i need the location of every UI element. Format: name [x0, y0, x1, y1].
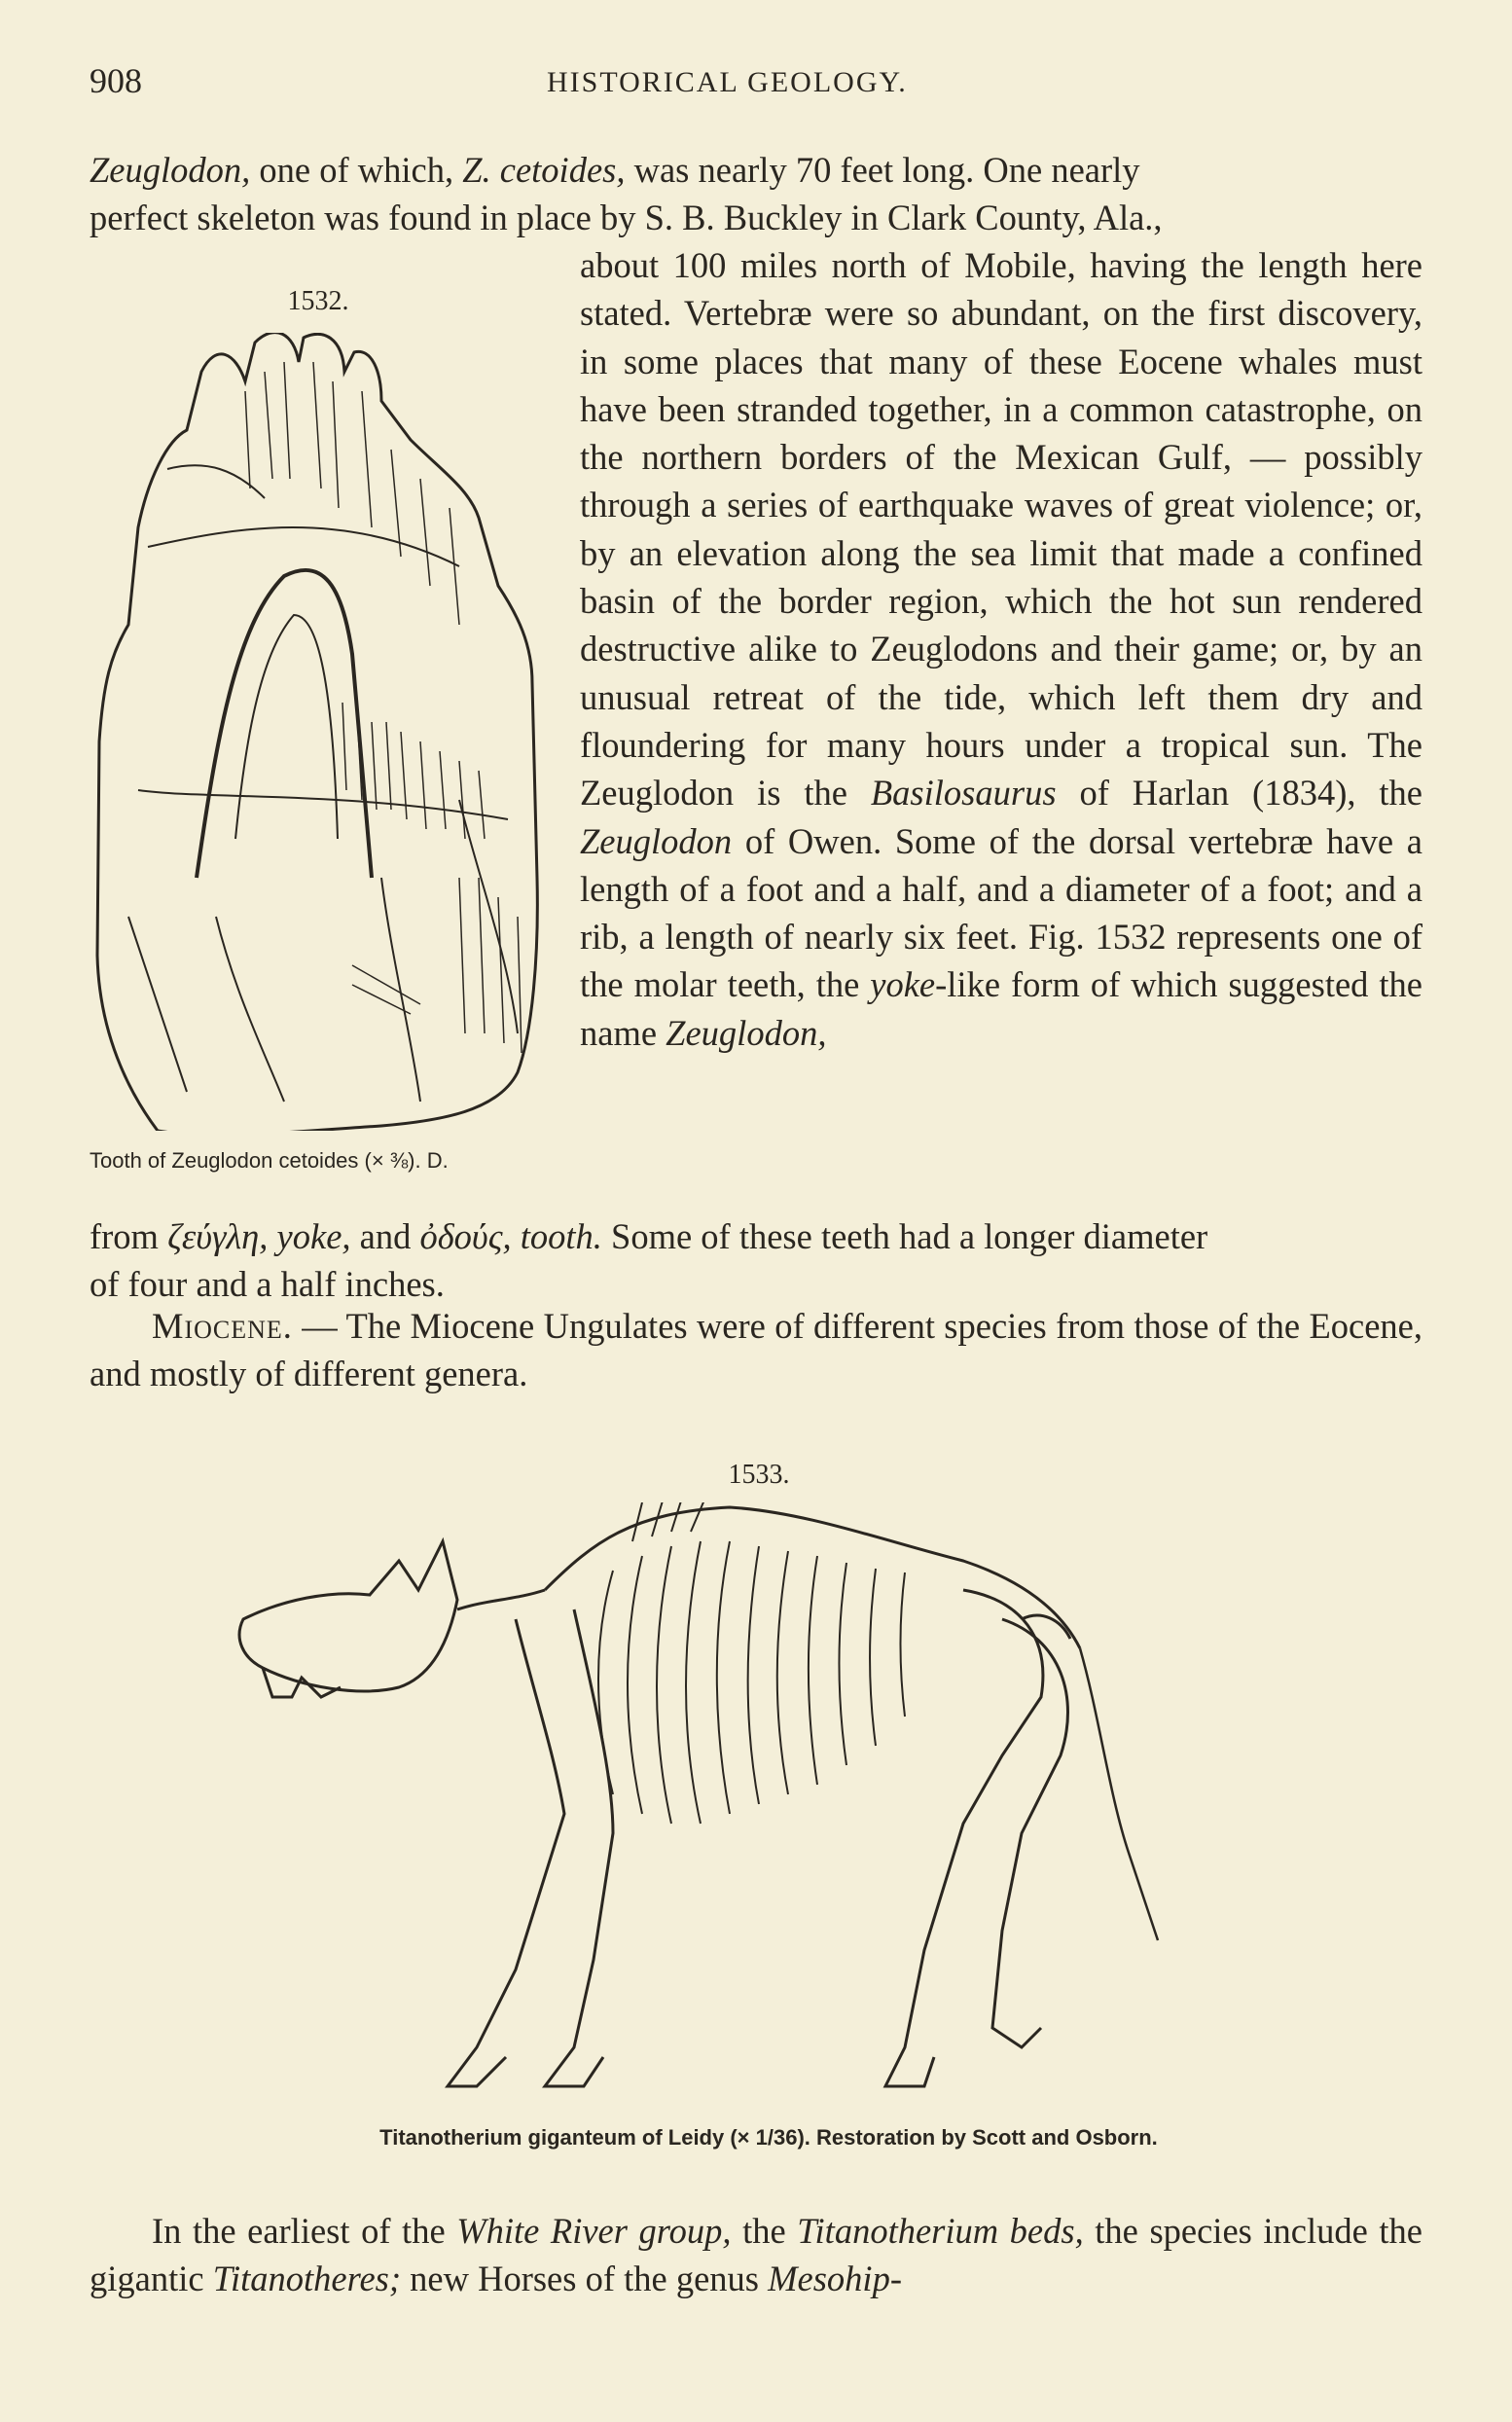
paragraph-miocene: Miocene. — The Miocene Ungulates were of different species from those of the Eocene, and mostly of different genera.	[90, 1306, 1422, 1394]
figure-1533-skeleton	[224, 1456, 1294, 2166]
figure-caption: Tooth of Zeuglodon cetoides (× ⅜). D.	[90, 1148, 449, 1173]
page-header	[90, 60, 1422, 109]
text-line: perfect skeleton was found in place by S. B. Buckley in Clark County, Ala.,	[90, 198, 1163, 237]
text-line: Zeuglodon, one of which, Z. cetoides, was nearly 70 feet long. One nearly	[90, 150, 1140, 190]
running-head: HISTORICAL GEOLOGY.	[547, 66, 908, 98]
titanotherium-skeleton-illustration	[224, 1502, 1294, 2115]
tooth-illustration	[90, 333, 547, 1131]
paragraph-white-river: In the earliest of the White River group, the Titanotherium beds, the species include the gigantic Titanotheres; new Horses of the genus Mesohip-	[90, 2211, 1422, 2299]
figure-number: 1533.	[728, 1460, 790, 1490]
text-line: of four and a half inches.	[90, 1264, 445, 1304]
page-number: 908	[90, 61, 142, 100]
figure-1532-tooth	[90, 282, 547, 1197]
section-heading: Miocene.	[152, 1306, 293, 1346]
text-wrap-beside-figure: about 100 miles north of Mobile, having the length here stated. Vertebræ were so abundant, on the first discovery, in some places that many of these Eocene whales must have been stranded together, in a common catastrophe, on the northern borders of the Mexican Gulf, — possibly through a series of earthquake waves of great violence; or, by an elevation along the sea limit that made a confined basin of the border region, which the hot sun rendered destructive alike to Zeuglodons and their game; or, by an unusual retreat of the tide, which left them dry and floundering for many hours under a tropical sun. The Zeuglodon is the Basilosaurus of Harlan (1834), the Zeuglodon of Owen. Some of the dorsal vertebræ have a length of a foot and a half, and a diameter of a foot; and a rib, a length of nearly six feet. Fig. 1532 represents one of the molar teeth, the yoke-like form of which suggested the name Zeuglodon,	[580, 245, 1422, 1053]
text-line: from ζεύγλη, yoke, and ὀδούς, tooth. Some of these teeth had a longer diameter	[90, 1216, 1208, 1256]
figure-caption: Titanotherium giganteum of Leidy (× 1/36). Restoration by Scott and Osborn.	[379, 2125, 1158, 2150]
figure-number: 1532.	[287, 286, 349, 316]
